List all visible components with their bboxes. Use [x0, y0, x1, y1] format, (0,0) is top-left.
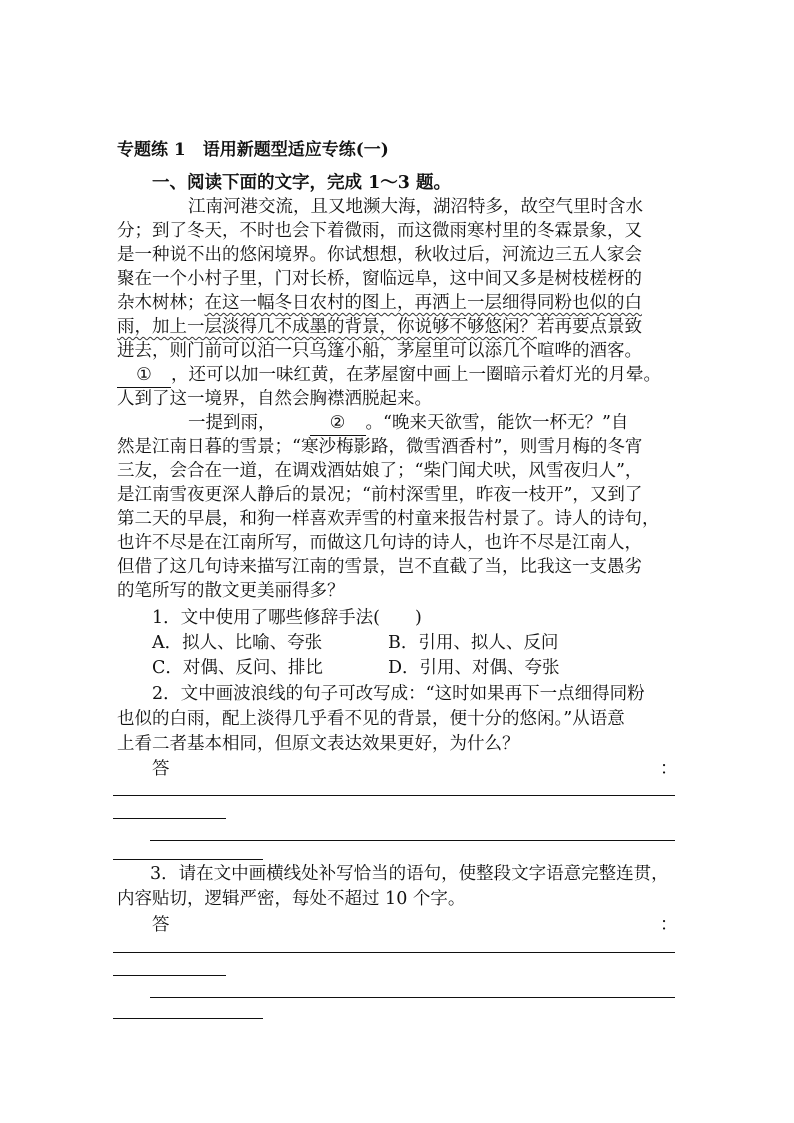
question-1-option-b: B．引用、拟人、反问 [388, 633, 559, 653]
section-heading: 一、阅读下面的文字，完成 1～3 题。 [152, 173, 452, 193]
answer-line[interactable] [150, 997, 675, 998]
passage-text: 一提到雨， [188, 413, 276, 433]
passage-line: 第二天的早晨，和狗一样喜欢弄雪的村童来报告村景了。诗人的诗句， [117, 509, 660, 529]
passage-text: ，还可以加一味红黄，在茅屋窗中画上一圈暗示着灯光的月晕。 [171, 365, 661, 385]
passage-text: 杂木树林； [117, 293, 205, 313]
passage-line: 然是江南日暮的雪景；“寒沙梅影路，微雪酒香村”，则雪月梅的冬宵 [117, 437, 643, 457]
question-3-line: 3．请在文中画横线处补写恰当的语句，使整段文字语意完整连贯， [150, 864, 669, 884]
answer-line[interactable] [113, 795, 675, 796]
passage-line: 是一种说不出的悠闲境界。你试想想，秋收过后，河流边三五人家会 [117, 245, 642, 265]
passage-line: 人到了这一境界，自然会胸襟洒脱起来。 [117, 389, 432, 409]
passage-text: 若再要点景致 [537, 317, 642, 337]
question-3-answer-colon: ： [660, 915, 678, 935]
fill-blank-2: ② [310, 411, 366, 436]
passage-line [117, 315, 642, 339]
question-2-line: 也似的白雨，配上淡得几乎看不见的背景，便十分的悠闲。”从语意 [117, 709, 625, 729]
passage-line: 是江南雪夜更深人静后的景况；“前村深雪里，昨夜一枝开”，又到了 [117, 485, 643, 505]
answer-line[interactable] [113, 1018, 263, 1019]
passage-line: 的笔所写的散文更美丽得多？ [117, 581, 345, 601]
question-2-line: 2．文中画波浪线的句子可改写成：“这时如果再下一点细得同粉 [152, 684, 645, 704]
question-1-stem: 1．文中使用了哪些修辞手法( ) [152, 608, 422, 628]
question-2-line: 上看二者基本相同，但原文表达效果更好，为什么？ [117, 734, 520, 754]
answer-line[interactable] [113, 952, 675, 953]
question-2-answer-label: 答 [152, 759, 170, 779]
passage-line: 也许不尽是在江南所写，而做这几句诗的诗人，也许不尽是江南人， [117, 533, 642, 553]
question-1-option-d: D．引用、对偶、夸张 [388, 658, 560, 678]
answer-line[interactable] [113, 818, 226, 819]
answer-line[interactable] [113, 975, 226, 976]
answer-line[interactable] [150, 840, 675, 841]
passage-line: 三友，会合在一道，在调戏酒姑娘了；“柴门闻犬吠，风雪夜归人”， [117, 461, 643, 481]
question-1-option-c: C．对偶、反问、排比 [152, 658, 323, 678]
question-3-answer-label: 答 [152, 915, 170, 935]
passage-line: 聚在一个小村子里，门对长桥，窗临远阜，这中间又多是树枝槎枒的 [117, 269, 642, 289]
passage-line: 但借了这几句诗来描写江南的雪景，岂不直截了当，比我这一支愚劣 [117, 557, 642, 577]
wavy-underlined-sentence: 雨，加上一层淡得几不成墨的背景，你说够不够悠闲？ [117, 317, 537, 337]
passage-line: 江南河港交流，且又地濒大海，湖沼特多，故空气里时含水 [188, 197, 643, 217]
fill-blank-1: ① [117, 363, 171, 388]
passage-line [117, 291, 642, 315]
wavy-underlined-sentence: 在这一幅冬日农村的图上，再洒上一层细得同粉也似的白 [204, 293, 642, 313]
passage-line: 分；到了冬天，不时也会下着微雨，而这微雨寒村里的冬霖景象，又 [117, 221, 642, 241]
question-3-line: 内容贴切，逻辑严密，每处不超过 10 个字。 [117, 889, 466, 909]
passage-line [117, 363, 661, 388]
passage-text: 。“晚来天欲雪，能饮一杯无？”自 [365, 413, 629, 433]
question-2-answer-colon: ： [660, 759, 678, 779]
question-1-option-a: A．拟人、比喻、夸张 [152, 633, 323, 653]
passage-line: 进去，则门前可以泊一只乌篷小船，茅屋里可以添几个喧哗的酒客。 [117, 341, 642, 361]
page-title: 专题练 1 语用新题型适应专练(一) [117, 140, 389, 160]
passage-line [188, 411, 628, 436]
answer-line[interactable] [113, 859, 263, 860]
